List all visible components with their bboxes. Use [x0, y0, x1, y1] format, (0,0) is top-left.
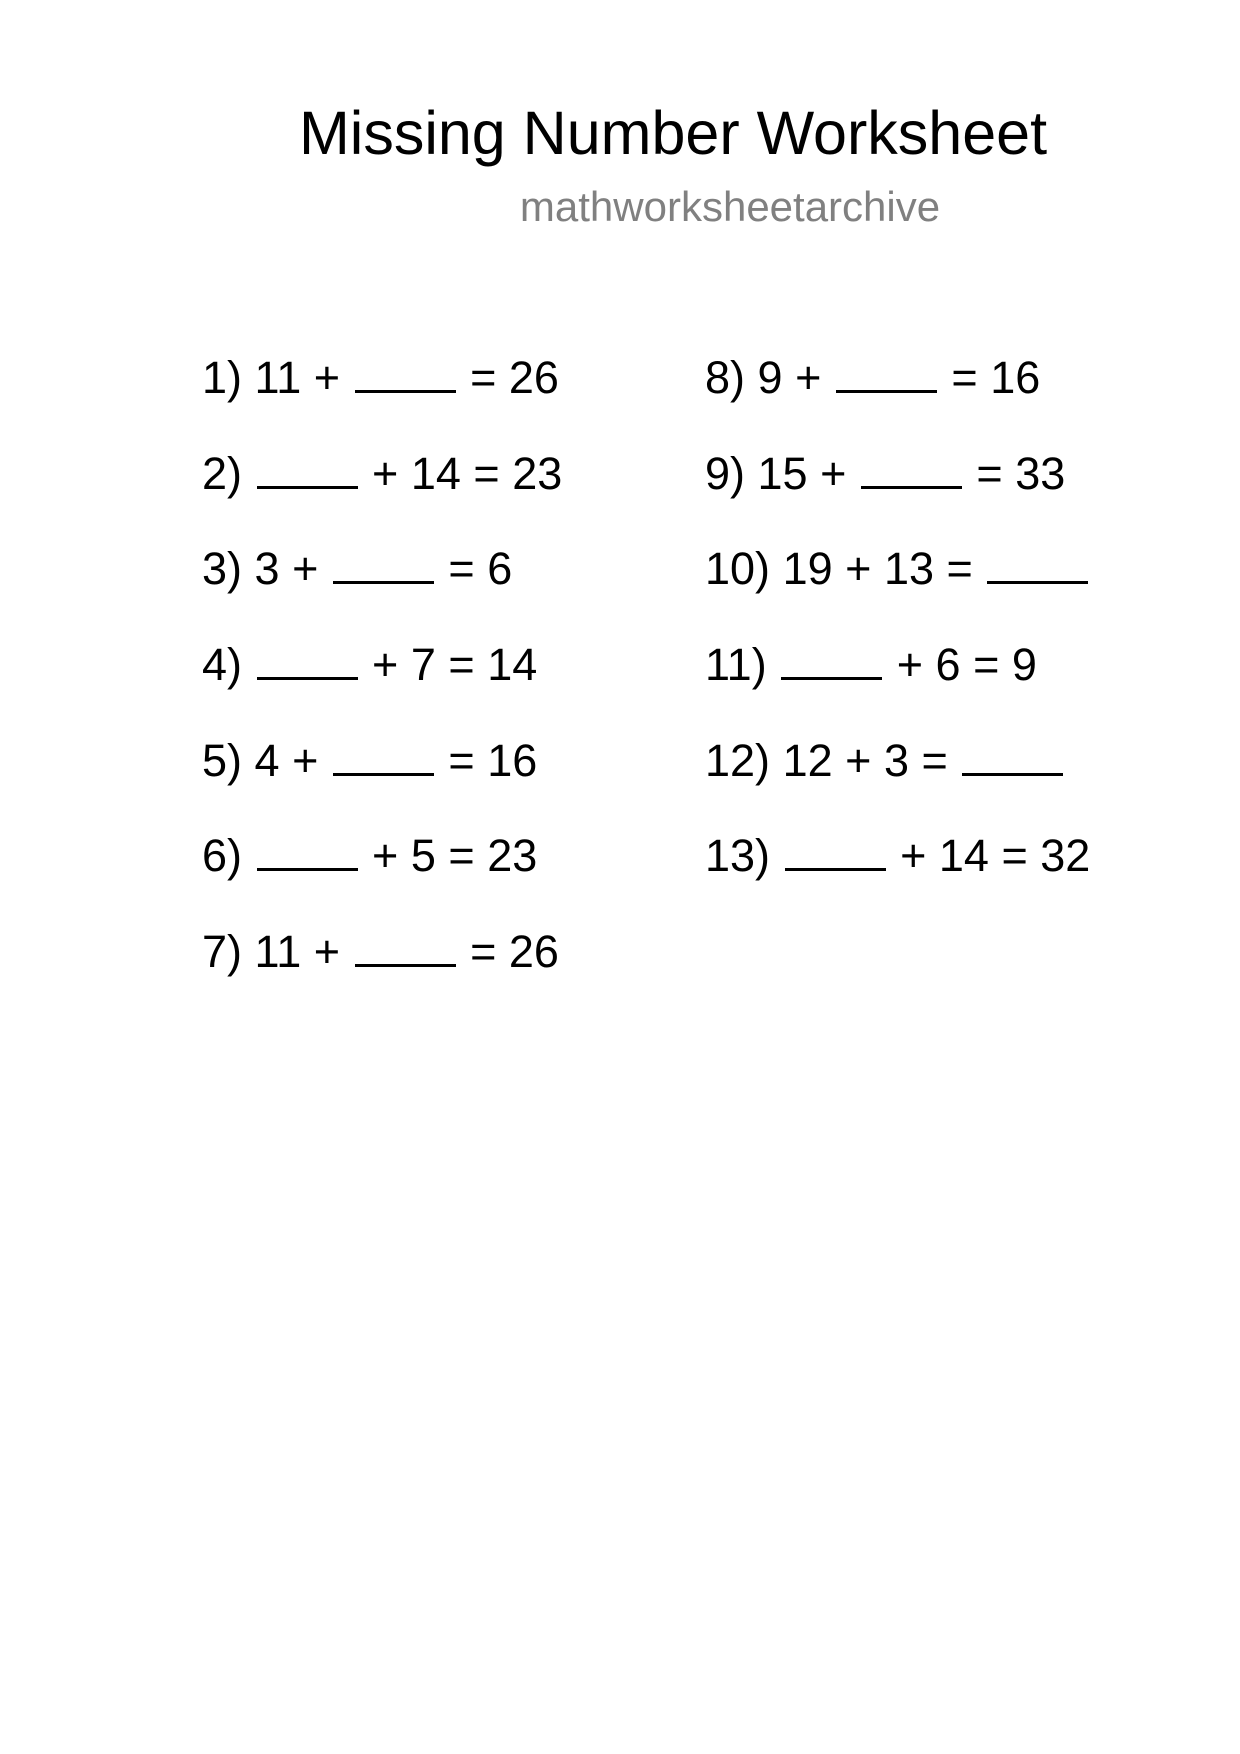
problem-c: 23 — [512, 447, 563, 499]
problem-c: 14 — [487, 639, 538, 691]
answer-blank[interactable] — [355, 350, 456, 393]
problem-b: 7 — [410, 639, 436, 691]
problem-num: 10) — [705, 543, 771, 595]
problem-c: 32 — [1040, 830, 1091, 882]
problem-c: 26 — [508, 352, 559, 403]
page-subtitle: mathworksheetarchive — [519, 183, 941, 230]
problem-eq: = — [470, 352, 497, 403]
problem-c: 9 — [1011, 639, 1037, 691]
answer-blank[interactable] — [785, 828, 886, 871]
problem-num: 7) — [202, 926, 243, 978]
problem-b: 13 — [883, 543, 934, 595]
problem-op: + — [292, 543, 319, 595]
problem-op: + — [313, 352, 341, 403]
problem-num: 2) — [202, 447, 243, 499]
problem-c: 16 — [990, 352, 1041, 403]
problem-a: 11 — [254, 352, 302, 403]
answer-blank[interactable] — [257, 828, 358, 871]
problem-eq: = — [448, 734, 475, 786]
problems-left-column — [202, 348, 562, 1018]
problem-a: 4 — [254, 734, 280, 786]
problem-num: 13) — [705, 830, 771, 882]
problem-eq: = — [951, 352, 978, 403]
answer-blank[interactable] — [355, 924, 456, 967]
problem-num: 12) — [705, 734, 771, 786]
problem-eq: = — [448, 639, 475, 691]
problem-num: 9) — [705, 447, 746, 499]
answer-blank[interactable] — [333, 733, 434, 776]
problem-item — [202, 922, 562, 1018]
problem-eq: = — [973, 639, 1000, 691]
problem-a: 12 — [782, 734, 833, 786]
answer-blank[interactable] — [861, 446, 962, 489]
problem-item — [705, 826, 1090, 922]
problem-eq: = — [976, 447, 1003, 499]
problem-op: + — [372, 639, 399, 691]
problem-c: 33 — [1015, 447, 1066, 499]
answer-blank[interactable] — [257, 637, 358, 680]
problem-op: + — [845, 734, 872, 786]
problem-item — [705, 635, 1090, 731]
problem-item — [202, 826, 562, 922]
answer-blank[interactable] — [781, 637, 882, 680]
problem-item — [705, 539, 1090, 635]
problem-num: 8) — [705, 352, 746, 403]
problem-op: + — [372, 447, 399, 499]
problem-num: 5) — [202, 734, 243, 786]
problem-c: 6 — [487, 543, 513, 595]
problem-item — [202, 635, 562, 731]
problem-eq: = — [470, 926, 497, 978]
problem-a: 3 — [254, 543, 280, 595]
problem-eq: = — [448, 830, 475, 882]
problem-b: 6 — [935, 639, 961, 691]
problem-item — [202, 348, 562, 444]
problem-op: + — [845, 543, 872, 595]
problem-op: + — [820, 447, 847, 499]
problem-item — [202, 731, 562, 827]
problems-right-column — [705, 348, 1090, 922]
problem-op: + — [795, 352, 822, 403]
problem-b: 14 — [938, 830, 989, 882]
problem-op: + — [313, 926, 341, 978]
problem-a: 9 — [757, 352, 783, 403]
problem-eq: = — [448, 543, 475, 595]
problem-num: 11) — [705, 639, 767, 691]
problem-item — [705, 731, 1090, 827]
problem-b: 3 — [883, 734, 909, 786]
problem-c: 26 — [508, 926, 559, 978]
answer-blank[interactable] — [962, 733, 1063, 776]
problem-eq: = — [921, 734, 948, 786]
problem-c: 23 — [487, 830, 538, 882]
problem-b: 14 — [410, 447, 461, 499]
problem-op: + — [900, 830, 927, 882]
problem-eq: = — [946, 543, 973, 595]
problem-op: + — [292, 734, 319, 786]
problem-item — [202, 444, 562, 540]
problem-num: 3) — [202, 543, 243, 595]
problem-b: 5 — [410, 830, 436, 882]
problem-eq: = — [1001, 830, 1028, 882]
problem-a: 11 — [254, 926, 302, 978]
page-title: Missing Number Worksheet — [298, 99, 1048, 167]
problem-item — [705, 348, 1090, 444]
problem-eq: = — [473, 447, 500, 499]
problem-num: 6) — [202, 830, 243, 882]
answer-blank[interactable] — [333, 541, 434, 584]
answer-blank[interactable] — [257, 446, 358, 489]
problem-op: + — [896, 639, 924, 691]
problem-c: 16 — [487, 734, 538, 786]
problem-num: 4) — [202, 639, 243, 691]
problem-item — [202, 539, 562, 635]
problem-op: + — [372, 830, 399, 882]
answer-blank[interactable] — [836, 350, 937, 393]
problem-num: 1) — [202, 352, 243, 403]
problem-a: 19 — [782, 543, 833, 595]
problem-a: 15 — [757, 447, 808, 499]
answer-blank[interactable] — [987, 541, 1088, 584]
problem-item — [705, 444, 1090, 540]
